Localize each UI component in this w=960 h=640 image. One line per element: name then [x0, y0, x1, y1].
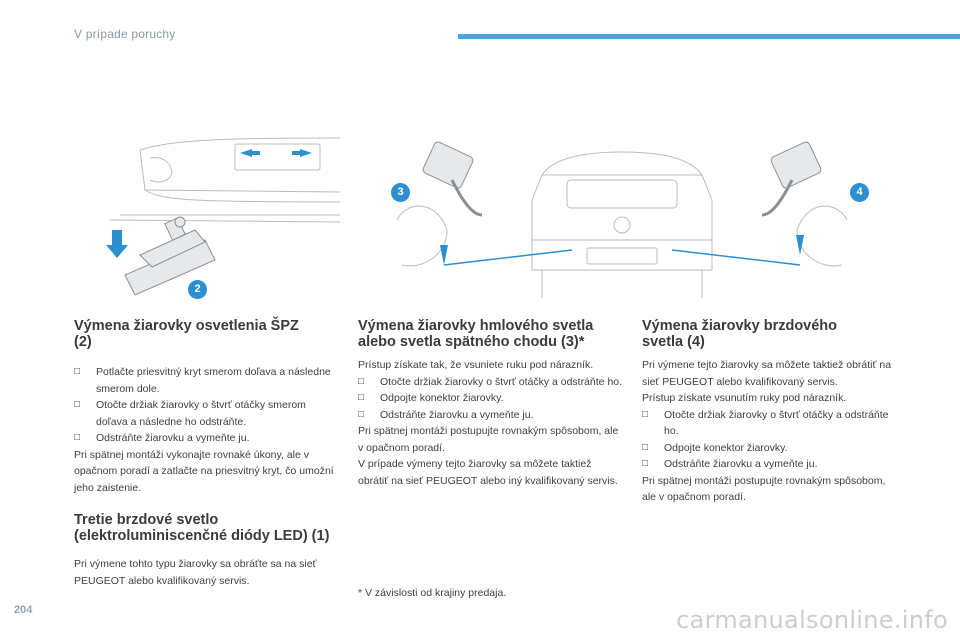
list-item: □ Potlačte priesvitný kryt smerom doľava a následne smerom dole.	[74, 366, 331, 395]
column-fog-reverse	[358, 318, 623, 489]
rear-car-illustration	[382, 140, 862, 310]
paragraph-service: V prípade výmeny tejto žiarovky sa môžete taktiež obrátiť na sieť PEUGEOT alebo iný kvalifikovaný servis.	[358, 458, 618, 487]
paragraph-service: Pri výmene tejto žiarovky sa môžete taktiež obrátiť na sieť PEUGEOT alebo kvalifikovaný servis.	[642, 359, 892, 388]
paragraph-refit: Pri spätnej montáži postupujte rovnakým spôsobom, ale v opačnom poradí.	[358, 425, 619, 454]
paragraph-refit: Pri spätnej montáži postupujte rovnakým spôsobom, ale v opačnom poradí.	[642, 474, 886, 503]
column-license-plate	[74, 318, 339, 589]
heading-third-brake-light: Tretie brzdové svetlo (elektroluminiscenčné diódy LED) (1)	[74, 512, 330, 544]
callout-3: 3	[391, 183, 410, 202]
heading-license-plate-lamp: Výmena žiarovky osvetlenia ŠPZ (2)	[74, 318, 299, 350]
section-title: V prípade poruchy	[74, 27, 176, 41]
paragraph-third-brake-light: Pri výmene tohto typu žiarovky sa obráťte sa na sieť PEUGEOT alebo kvalifikovaný servis.	[74, 558, 317, 587]
bullet-icon: □	[358, 392, 365, 403]
header-accent-bar	[458, 34, 960, 39]
bullet-icon: □	[358, 375, 365, 387]
heading-fog-reverse-lamp: Výmena žiarovky hmlového svetla alebo svetla spätného chodu (3)*	[358, 318, 594, 350]
callout-2: 2	[188, 280, 207, 299]
callout-4: 4	[850, 183, 869, 202]
steps-license-plate	[74, 364, 339, 447]
bullet-icon: □	[642, 441, 649, 453]
bullet-icon: □	[642, 458, 649, 469]
list-item: □ Odstráňte žiarovku a vymeňte ju.	[642, 456, 902, 473]
list-item: □ Odstráňte žiarovku a vymeňte ju.	[358, 407, 623, 424]
heading-brake-lamp: Výmena žiarovky brzdového svetla (4)	[642, 318, 838, 350]
footnote: * V závislosti od krajiny predaja.	[358, 587, 507, 599]
list-item: □ Otočte držiak žiarovky o štvrť otáčky a odstráňte ho.	[642, 408, 889, 437]
list-item: □ Odstráňte žiarovku a vymeňte ju.	[74, 430, 339, 447]
watermark: carmanualsonline.info	[676, 606, 948, 634]
bullet-icon: □	[358, 408, 365, 420]
list-item: □ Otočte držiak žiarovky o štvrť otáčky smerom doľava a následne ho odstráňte.	[74, 399, 306, 428]
bullet-icon: □	[74, 432, 81, 443]
paragraph-access: Prístup získate vsunutím ruky pod nárazník.	[642, 392, 847, 404]
bullet-icon: □	[74, 399, 81, 410]
steps-fog-reverse	[358, 374, 623, 424]
column-brake-light	[642, 318, 902, 506]
list-item: □ Odpojte konektor žiarovky.	[358, 390, 623, 407]
license-plate-lamp-illustration	[100, 130, 340, 300]
list-item: □ Odpojte konektor žiarovky.	[642, 440, 902, 457]
steps-brake-light	[642, 407, 902, 473]
paragraph-refit: Pri spätnej montáži vykonajte rovnaké úkony, ale v opačnom poradí a zatlačte na priesvitný kryt, čo umožní jeho zaistenie.	[74, 448, 334, 494]
bullet-icon: □	[74, 366, 81, 377]
bullet-icon: □	[642, 408, 649, 420]
list-item: □ Otočte držiak žiarovky o štvrť otáčky a odstráňte ho.	[358, 374, 623, 391]
page-number: 204	[14, 604, 33, 616]
paragraph-access: Prístup získate tak, že vsuniete ruku pod nárazník.	[358, 359, 594, 371]
